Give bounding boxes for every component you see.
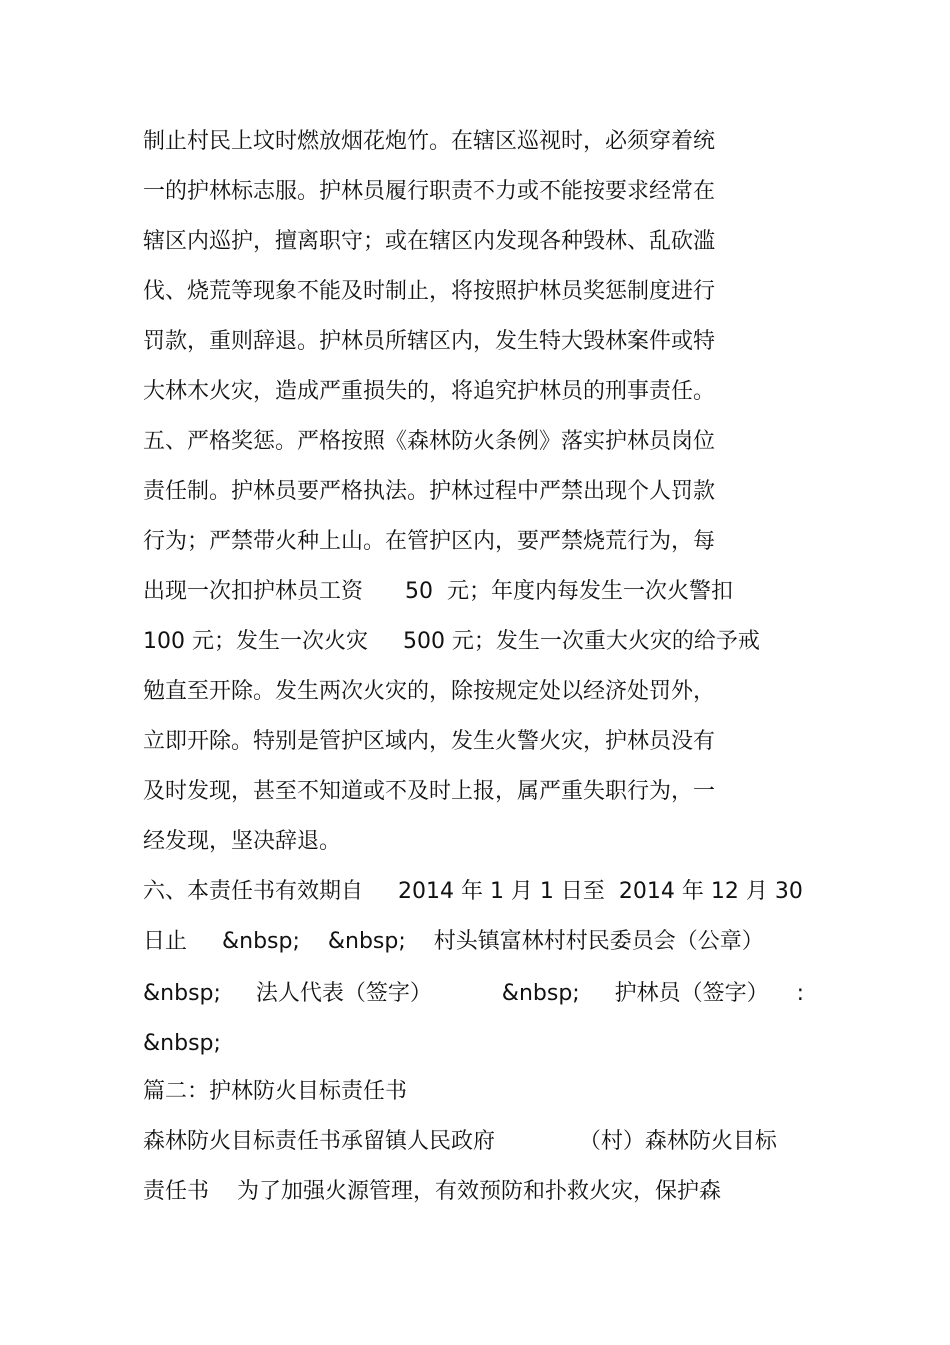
text-line: 伐、烧荒等现象不能及时制止，将按照护林员奖惩制度进行 bbox=[143, 279, 716, 304]
text-line: 大林木火灾，造成严重损失的，将追究护林员的刑事责任。 bbox=[143, 379, 716, 404]
text-line: 一的护林标志服。护林员履行职责不力或不能按要求经常在 bbox=[143, 179, 716, 204]
text-line: 经发现，坚决辞退。 bbox=[143, 829, 342, 854]
signature-line: &nbsp; 法人代表（签字） &nbsp; 护林员（签字） : bbox=[143, 981, 805, 1006]
text-line: 立即开除。特别是管护区域内，发生火警火灾，护林员没有 bbox=[143, 729, 716, 754]
text-line: 制止村民上坟时燃放烟花炮竹。在辖区巡视时，必须穿着统 bbox=[143, 129, 716, 154]
text-line: 辖区内巡护，擅离职守；或在辖区内发现各种毁林、乱砍滥 bbox=[143, 229, 716, 254]
text-line: 日止 &nbsp; &nbsp; 村头镇富林村村民委员会（公章） bbox=[143, 929, 764, 954]
text-line: 罚款，重则辞退。护林员所辖区内，发生特大毁林案件或特 bbox=[143, 329, 716, 354]
text-line: 行为；严禁带火种上山。在管护区内，要严禁烧荒行为，每 bbox=[143, 529, 716, 554]
section-heading-5: 五、严格奖惩。严格按照《森林防火条例》落实护林员岗位 bbox=[143, 429, 716, 454]
text-line: 及时发现，甚至不知道或不及时上报，属严重失职行为，一 bbox=[143, 779, 716, 804]
text-line: 100 元；发生一次火灾 500 元；发生一次重大火灾的给予戒 bbox=[143, 629, 760, 654]
text-line: &nbsp; bbox=[143, 1031, 221, 1056]
text-line: 出现一次扣护林员工资 50 元；年度内每发生一次火警扣 bbox=[143, 579, 733, 604]
text-line: 责任制。护林员要严格执法。护林过程中严禁出现个人罚款 bbox=[143, 479, 716, 504]
section-heading-6: 六、本责任书有效期自 2014 年 1 月 1 日至 2014 年 12 月 30 bbox=[143, 879, 803, 904]
text-line: 勉直至开除。发生两次火灾的，除按规定处以经济处罚外， bbox=[143, 679, 716, 704]
text-line: 森林防火目标责任书承留镇人民政府 （村）森林防火目标 bbox=[143, 1129, 777, 1154]
article-title: 篇二：护林防火目标责任书 bbox=[143, 1079, 408, 1104]
text-line: 责任书 为了加强火源管理，有效预防和扑救火灾，保护森 bbox=[143, 1179, 721, 1204]
